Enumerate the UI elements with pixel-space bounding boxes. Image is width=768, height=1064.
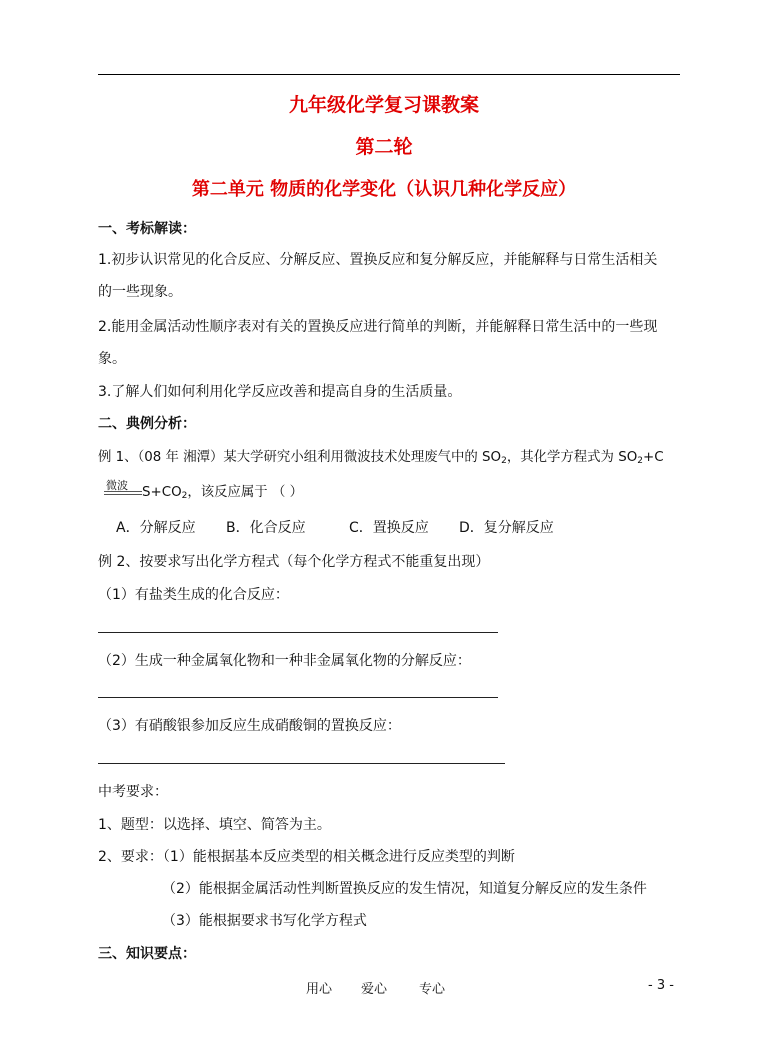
unit-title: 第二单元 物质的化学变化（认识几种化学反应） <box>191 179 577 200</box>
example-1-product: S+CO <box>142 485 182 500</box>
option-c: C．置换反应 <box>349 520 429 536</box>
requirement-4: （3）能根据要求书写化学方程式 <box>162 913 367 929</box>
option-d: D．复分解反应 <box>459 520 554 536</box>
standard-item-1-line-2: 的一些现象。 <box>98 284 182 300</box>
section1-heading: 一、考标解读： <box>98 221 196 237</box>
option-b: B．化合反应 <box>226 520 306 536</box>
example-1-line-1 <box>98 446 664 466</box>
document-title: 九年级化学复习课教案 <box>288 94 479 116</box>
footer-motto-1: 用心 <box>306 982 333 997</box>
arrow-line-lower <box>104 494 142 495</box>
subscript: 2 <box>501 456 507 466</box>
standard-item-3: 3.了解人们如何利用化学反应改善和提高自身的生活质量。 <box>98 384 462 400</box>
question-2: （2）生成一种金属氧化物和一种非金属氧化物的分解反应： <box>98 653 471 669</box>
footer-motto-2: 爱心 <box>361 982 388 997</box>
header-rule <box>98 74 680 75</box>
example-1-mid: ，其化学方程式为 SO <box>506 450 638 465</box>
answer-blank-2 <box>98 697 498 698</box>
example-1-end: +C <box>642 450 664 465</box>
example-1-line-2 <box>142 481 303 501</box>
requirement-2: 2、要求：（1）能根据基本反应类型的相关概念进行反应类型的判断 <box>98 849 515 865</box>
example-2: 例 2、按要求写出化学方程式（每个化学方程式不能重复出现） <box>98 554 490 570</box>
question-3: （3）有硝酸银参加反应生成硝酸铜的置换反应： <box>98 718 401 734</box>
requirement-3: （2）能根据金属活动性判断置换反应的发生情况，知道复分解反应的发生条件 <box>162 881 647 897</box>
example-1-prefix: 例 1、（08 年 湘潭）某大学研究小组利用微波技术处理废气中的 SO <box>98 450 502 465</box>
standard-item-1-line-1: 1.初步认识常见的化合反应、分解反应、置换反应和复分解反应，并能解释与日常生活相关 <box>98 252 658 268</box>
question-1: （1）有盐类生成的化合反应： <box>98 587 289 603</box>
requirement-1: 1、题型：以选择、填空、简答为主。 <box>98 817 331 833</box>
example-1-question: ，该反应属于 （ ） <box>187 485 303 500</box>
example-1-options <box>116 517 554 537</box>
answer-blank-1 <box>98 632 498 633</box>
requirements-heading: 中考要求： <box>98 784 168 800</box>
option-a: A．分解反应 <box>116 520 196 536</box>
reaction-condition: 微波 <box>106 479 128 492</box>
arrow-line-upper <box>104 491 142 492</box>
section3-heading: 三、知识要点： <box>98 946 196 962</box>
subscript: 2 <box>181 491 188 501</box>
reaction-arrow <box>104 478 142 496</box>
subscript: 2 <box>637 456 643 466</box>
answer-blank-3 <box>98 763 505 764</box>
section2-heading: 二、典例分析： <box>98 416 196 432</box>
standard-item-2-line-1: 2.能用金属活动性顺序表对有关的置换反应进行简单的判断，并能解释日常生活中的一些现 <box>98 319 658 335</box>
footer-motto-3: 专心 <box>419 982 446 997</box>
page-number: - 3 - <box>648 978 674 993</box>
round-title: 第二轮 <box>355 136 413 158</box>
standard-item-2-line-2: 象。 <box>98 351 126 367</box>
